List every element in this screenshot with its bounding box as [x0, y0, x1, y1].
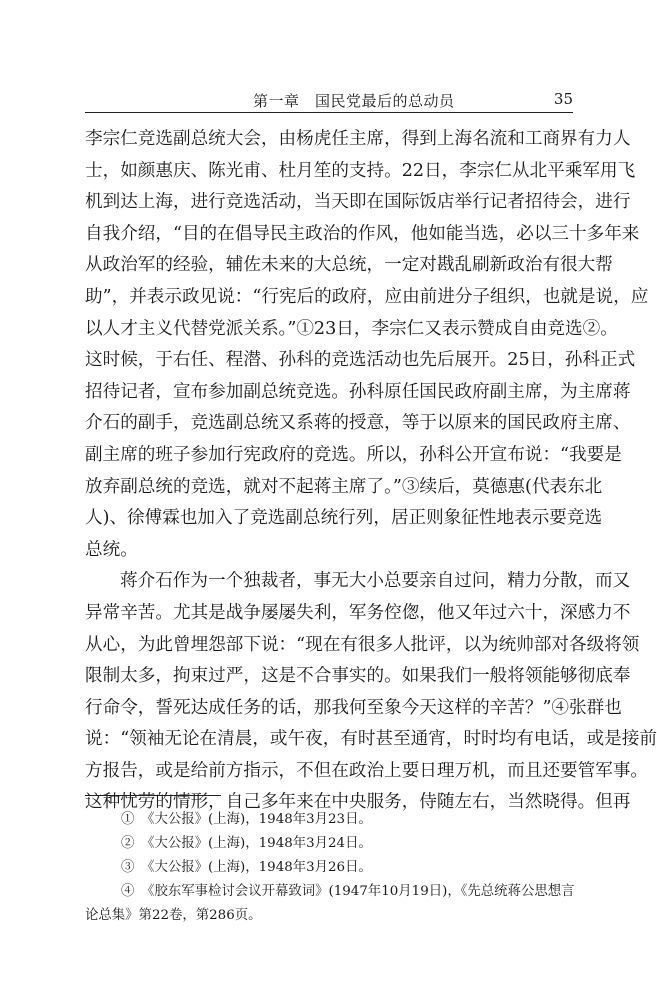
text-line: 行命令，誓死达成任务的话，那我何至象今天这样的辛苦？”④张群也	[85, 697, 622, 718]
footnote-4: ④ 《胶东军事检讨会议开幕致词》(1947年10月19日)，《先总统蒋公思想言	[121, 884, 575, 899]
text-line: 总统。	[85, 539, 138, 560]
text-line: 限制太多，拘束过严，这是不合事实的。如果我们一般将领能够彻底奉	[85, 666, 631, 687]
paragraph-1	[85, 124, 649, 566]
page-number: 35	[553, 90, 573, 108]
text-line: 说：“领袖无论在清晨，或午夜，有时甚至通宵，时时均有电话，或是接前	[85, 729, 657, 750]
text-line: 助”，并表示政见说：“行宪后的政府，应由前进分子组织，也就是说，应	[85, 286, 649, 307]
text-line: 从心，为此曾埋怨部下说：“现在有很多人批评，以为统帅部对各级将领	[85, 634, 640, 655]
footnote-1: ① 《大公报》(上海)，1948年3月23日。	[121, 812, 372, 827]
header-rule	[85, 112, 573, 113]
text-line: 李宗仁竞选副总统大会，由杨虎任主席，得到上海名流和工商界有力人	[85, 129, 631, 149]
text-line: 人)、徐傅霖也加入了竞选副总统行列，居正则象征性地表示要竞选	[85, 508, 603, 529]
main-text	[85, 124, 657, 819]
footnotes	[85, 808, 573, 928]
text-line: 方报告，或是给前方指示，不但在政治上要日理万机，而且还要管军事。	[85, 760, 649, 781]
paragraph-2	[85, 566, 657, 819]
text-line: 机到达上海，进行竞选活动，当天即在国际饭店举行记者招待会，进行	[85, 192, 631, 213]
text-line: 蒋介石作为一个独裁者，事无大小总要亲自过问，精力分散，而又	[120, 571, 631, 592]
text-line: 异常辛苦。尤其是战争屡屡失利，军务倥偬，他又年过六十，深感力不	[85, 602, 631, 623]
text-line: 这时候，于右任、程潜、孙科的竞选活动也先后展开。25日，孙科正式	[85, 350, 636, 371]
running-header	[85, 88, 573, 114]
text-line: 这种忧劳的情形，自己多年来在中央服务，侍随左右，当然晓得。但再	[85, 792, 631, 813]
text-line: 自我介绍，“目的在倡导民主政治的作风，他如能当选，必以三十多年来	[85, 223, 640, 244]
text-line: 以人才主义代替党派关系。”①23日，李宗仁又表示赞成自由竞选②。	[85, 318, 618, 339]
footnote-2: ② 《大公报》(上海)，1948年3月24日。	[121, 836, 372, 851]
text-line: 放弃副总统的竞选，就对不起蒋主席了。”③续后，莫德惠(代表东北	[85, 476, 603, 497]
footnote-4-continued: 论总集》第22卷，第286页。	[85, 908, 262, 923]
chapter-title: 第一章 国民党最后的总动员	[253, 92, 455, 110]
text-line: 从政治军的经验，辅佐未来的大总统，一定对戡乱刷新政治有很大帮	[85, 255, 613, 276]
footnote-rule	[85, 795, 221, 796]
footnote-3: ③ 《大公报》(上海)，1948年3月26日。	[121, 860, 372, 875]
text-line: 副主席的班子参加行宪政府的竞选。所以，孙科公开宣布说：“我要是	[85, 444, 622, 465]
text-line: 介石的副手，竞选副总统又系蒋的授意，等于以原来的国民政府主席、	[85, 413, 631, 434]
text-line: 招待记者，宣布参加副总统竞选。孙科原任国民政府副主席，为主席蒋	[85, 381, 631, 402]
text-line: 士，如颜惠庆、陈光甫、杜月笙的支持。22日，李宗仁从北平乘军用飞	[85, 160, 636, 181]
